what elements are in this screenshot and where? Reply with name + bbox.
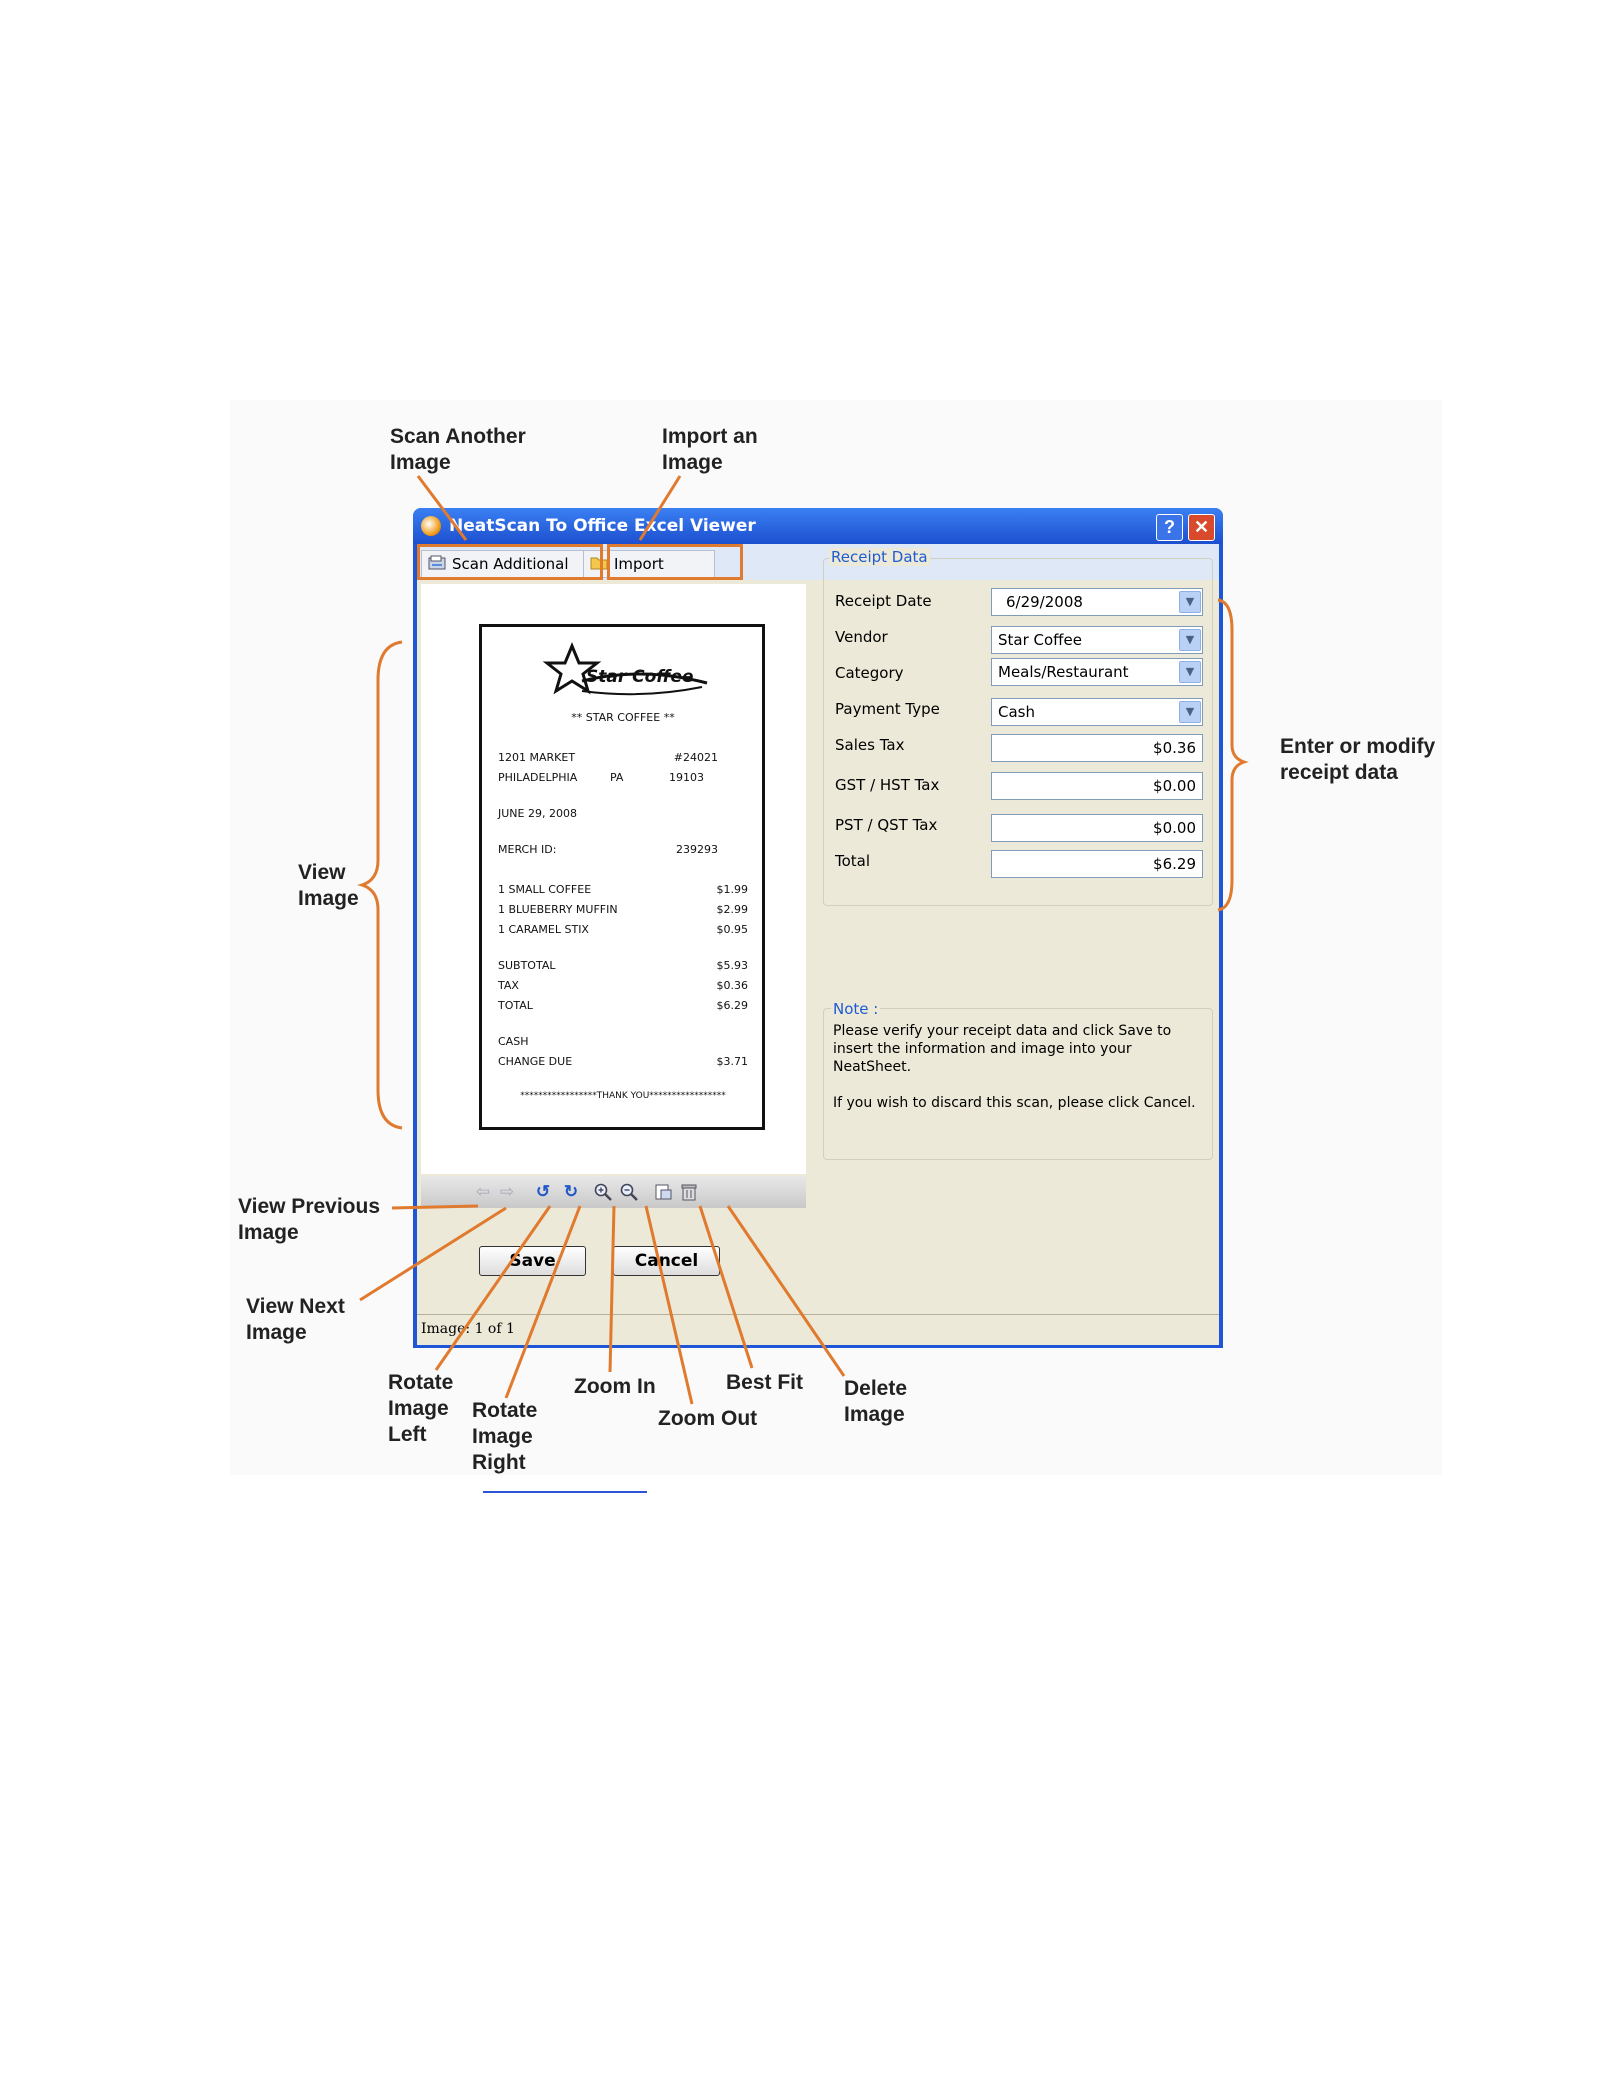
note-title: Note :: [833, 1000, 879, 1018]
receipt-item-name: 1 SMALL COFFEE: [498, 883, 592, 896]
receipt-merch-id: 239293: [676, 843, 718, 856]
note-text-cancel: If you wish to discard this scan, please click Cancel.: [833, 1095, 1196, 1111]
receipt-data-title: Receipt Data: [831, 548, 928, 566]
callout-import-image: Import an Image: [662, 425, 758, 474]
receipt-cash-label: CASH: [498, 1035, 529, 1048]
callout-rotate-right: Rotate Image Right: [472, 1399, 538, 1474]
zoom-out-icon[interactable]: [619, 1182, 639, 1202]
callout-enter-modify: Enter or modify receipt data: [1280, 735, 1436, 784]
vendor-select[interactable]: [991, 626, 1203, 654]
sales-tax-field[interactable]: [991, 734, 1203, 762]
receipt-header: ** STAR COFFEE **: [571, 711, 675, 724]
image-viewer[interactable]: [421, 584, 806, 1174]
chevron-down-icon[interactable]: ▼: [1179, 629, 1201, 651]
zoom-in-icon[interactable]: [593, 1182, 613, 1202]
highlight-scan-button: [417, 544, 603, 580]
category-value: Meals/Restaurant: [998, 663, 1129, 681]
title-bar[interactable]: [413, 508, 1223, 544]
best-fit-icon[interactable]: [653, 1182, 673, 1202]
status-bar: [417, 1314, 1219, 1345]
callout-zoom-out: Zoom Out: [658, 1407, 758, 1430]
callout-best-fit: Best Fit: [726, 1371, 804, 1394]
receipt-item-name: 1 CARAMEL STIX: [498, 923, 589, 936]
arrow-right-icon[interactable]: ⇨: [499, 1182, 515, 1201]
cancel-button[interactable]: Cancel: [613, 1246, 720, 1276]
pst-qst-tax-value: $0.00: [1153, 819, 1196, 837]
delete-icon[interactable]: [679, 1182, 699, 1202]
pst-qst-tax-field[interactable]: [991, 814, 1203, 842]
receipt-merch-label: MERCH ID:: [498, 843, 557, 856]
dialog-client: [417, 544, 1219, 1344]
receipt-store-no: #24021: [673, 751, 718, 764]
receipt-state: PA: [610, 771, 624, 784]
field-label-receipt-date: Receipt Date: [835, 592, 932, 610]
scan-additional-image-label: Scan Additional: [452, 555, 569, 573]
receipt-footer: *****************THANK YOU*****************: [520, 1091, 726, 1101]
callout-delete-image: Delete Image: [844, 1377, 908, 1426]
receipt-total: $6.29: [716, 999, 748, 1012]
receipt-item-price: $0.95: [716, 923, 748, 936]
receipt-date-select[interactable]: [991, 588, 1203, 616]
receipt-brand: Star Coffee: [586, 667, 694, 687]
receipt-subtotal: $5.93: [716, 959, 748, 972]
receipt-image: [479, 624, 765, 1130]
receipt-item-price: $1.99: [716, 883, 748, 896]
field-label-total: Total: [835, 852, 871, 870]
sales-tax-value: $0.36: [1153, 739, 1196, 757]
vendor-value: Star Coffee: [998, 631, 1082, 649]
field-label-vendor: Vendor: [835, 628, 888, 646]
chevron-down-icon[interactable]: ▼: [1179, 661, 1201, 683]
receipt-tax: $0.36: [716, 979, 748, 992]
receipt-tax-label: TAX: [498, 979, 519, 992]
arrow-left-icon[interactable]: ⇦: [475, 1182, 491, 1201]
receipt-city: PHILADELPHIA: [498, 771, 578, 784]
image-toolbar: [421, 1176, 806, 1208]
receipt-address: 1201 MARKET: [498, 751, 576, 764]
note-text-save: Please verify your receipt data and click Save to insert the information and image into your NeatSheet.: [833, 1023, 1172, 1075]
callout-view-image: View Image: [298, 861, 359, 910]
field-label-payment-type: Payment Type: [835, 700, 940, 718]
receipt-date-value: 6/29/2008: [1006, 593, 1083, 611]
receipt-change: $3.71: [716, 1055, 748, 1068]
save-button[interactable]: Save: [479, 1246, 586, 1276]
chevron-down-icon[interactable]: ▼: [1179, 701, 1201, 723]
category-select[interactable]: [991, 658, 1203, 686]
receipt-item-name: 1 BLUEBERRY MUFFIN: [498, 903, 618, 916]
window-title: NeatScan To Office Excel Viewer: [449, 516, 756, 536]
gst-hst-tax-field[interactable]: [991, 772, 1203, 800]
total-value: $6.29: [1153, 855, 1196, 873]
import-image-label: Import: [614, 555, 664, 573]
field-label-sales-tax: Sales Tax: [835, 736, 905, 754]
viewer-window: [413, 508, 1223, 1348]
help-button[interactable]: ?: [1156, 514, 1183, 541]
highlight-import-button: [607, 544, 743, 580]
rotate-left-icon[interactable]: ↺: [535, 1182, 551, 1201]
callout-view-previous: View Previous Image: [238, 1195, 381, 1244]
receipt-zip: 19103: [669, 771, 704, 784]
image-count-status: Image: 1 of 1: [421, 1321, 515, 1337]
callout-scan-another: Scan Another Image: [390, 425, 526, 474]
callout-rotate-left: Rotate Image Left: [388, 1371, 454, 1446]
receipt-date: JUNE 29, 2008: [498, 807, 577, 820]
field-label-category: Category: [835, 664, 904, 682]
field-label-gst-hst-tax: GST / HST Tax: [835, 776, 940, 794]
receipt-subtotal-label: SUBTOTAL: [498, 959, 556, 972]
gst-hst-tax-value: $0.00: [1153, 777, 1196, 795]
receipt-total-label: TOTAL: [498, 999, 533, 1012]
chevron-down-icon[interactable]: ▼: [1179, 591, 1201, 613]
field-label-pst-qst-tax: PST / QST Tax: [835, 816, 938, 834]
receipt-item-price: $2.99: [716, 903, 748, 916]
callout-view-next: View Next Image: [246, 1295, 345, 1344]
link-underline[interactable]: [483, 1491, 647, 1493]
total-field[interactable]: [991, 850, 1203, 878]
close-button[interactable]: ✕: [1188, 514, 1215, 541]
payment-type-select[interactable]: [991, 698, 1203, 726]
receipt-change-label: CHANGE DUE: [498, 1055, 573, 1068]
rotate-right-icon[interactable]: ↻: [563, 1182, 579, 1201]
callout-zoom-in: Zoom In: [574, 1375, 656, 1398]
payment-type-value: Cash: [998, 703, 1035, 721]
app-icon: [421, 516, 441, 536]
